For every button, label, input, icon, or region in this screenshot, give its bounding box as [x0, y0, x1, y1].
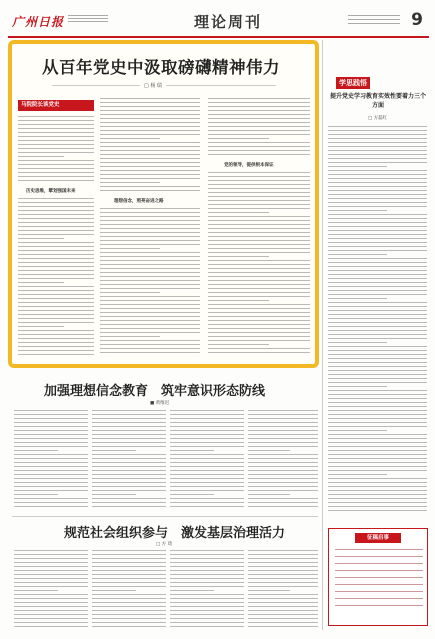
sidebar-headline: 提升党史学习教育实效性要着力三个方面 — [330, 93, 427, 109]
submission-text — [335, 549, 423, 612]
section-rule — [12, 516, 318, 517]
article3-headline: 规范社会组织参与 激发基层治理活力 — [64, 526, 286, 541]
feature-subhead-2: 理想信念，照亮奋进之路 — [114, 199, 164, 204]
column-tag: 马院院长谈党史 — [18, 100, 94, 111]
article3-col-1 — [14, 550, 88, 632]
article2-col-1 — [14, 410, 88, 510]
article2-headline: 加强理想信念教育 筑牢意识形态防线 — [44, 384, 266, 399]
article3-col-3 — [170, 550, 244, 632]
feature-byline: □ 杨 瑞 — [140, 82, 166, 89]
column-divider — [322, 40, 323, 630]
article3-col-2 — [92, 550, 166, 632]
article2-col-3 — [170, 410, 244, 510]
article2-byline: ■ 黄维迟 — [150, 401, 170, 406]
submission-title: 征稿启事 — [355, 533, 401, 543]
newspaper-logo: 广州日报 — [12, 15, 65, 29]
sidebar-article — [326, 40, 429, 520]
issue-meta-lines — [348, 12, 400, 24]
page-number: 9 — [411, 10, 423, 30]
feature-article — [8, 40, 319, 368]
masthead — [8, 8, 429, 38]
feature-col-2-top — [100, 98, 200, 194]
feature-col-1-body — [18, 198, 94, 358]
feature-col-3-body — [208, 172, 310, 358]
sidebar-badge: 学思践悟 — [336, 77, 370, 89]
feature-subhead-1: 历史思维，擘划强国未来 — [26, 189, 76, 194]
feature-col-1-intro — [18, 116, 94, 184]
article3-byline: □ 方 琦 — [156, 542, 173, 547]
sidebar-body — [328, 126, 427, 516]
submission-box — [328, 528, 428, 626]
sidebar-byline: □ 方磊红 — [368, 116, 388, 121]
section-title: 理论周刊 — [194, 13, 263, 31]
feature-col-2-body — [100, 208, 200, 358]
feature-col-3-top — [208, 98, 310, 158]
article3-col-4 — [248, 550, 318, 632]
article2-col-2 — [92, 410, 166, 510]
feature-headline: 从百年党史中汲取磅礴精神伟力 — [42, 58, 280, 77]
article2-col-4 — [248, 410, 318, 510]
logo-info-lines — [68, 12, 108, 22]
feature-subhead-3: 党的领导，提供根本保证 — [224, 163, 274, 168]
